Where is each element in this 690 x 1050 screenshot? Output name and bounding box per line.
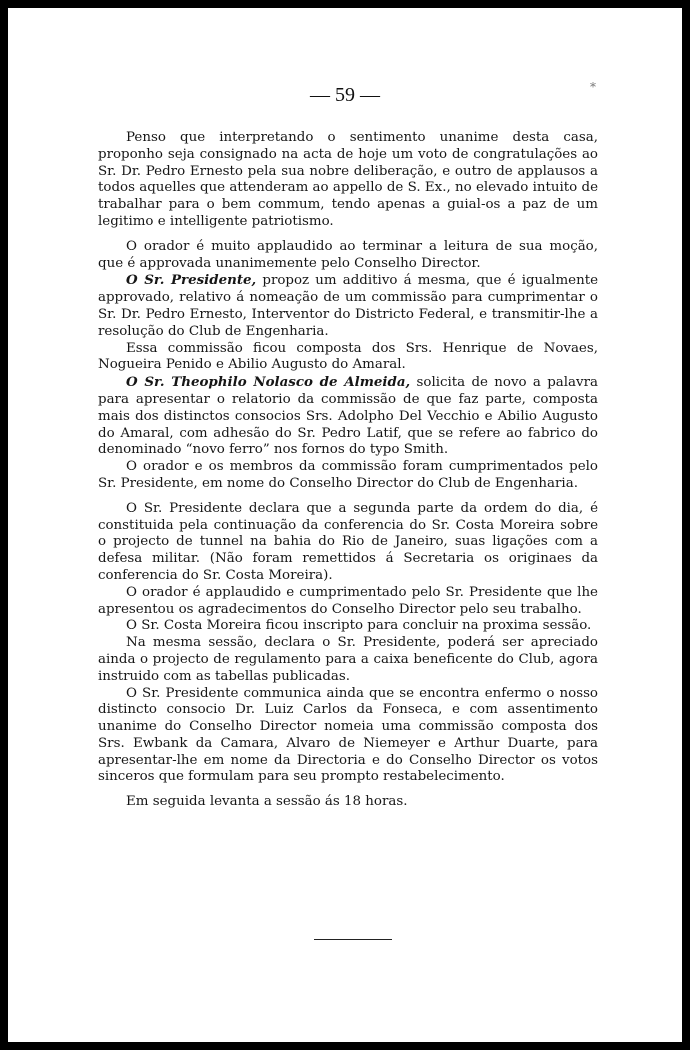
- document-page: [8, 8, 682, 1042]
- paragraph: O Sr. Presidente declara que a segunda parte da ordem do dia, é constituida pela continuação da conferencia do Sr. Costa Moreira sobre o projecto de tunnel na bahia do Rio de Janeiro, suas ligações com a defesa militar. (Não foram remettidos á Secretaria os originaes da conferencia do Sr. Costa Moreira).: [98, 500, 598, 583]
- paragraph: O orador e os membros da commissão foram cumprimentados pelo Sr. Presidente, em nome do Conselho Director do Club de Engenharia.: [98, 459, 598, 491]
- paragraph: Essa commissão ficou composta dos Srs. Henrique de Novaes, Nogueira Penido e Abilio Augusto do Amaral.: [98, 340, 598, 373]
- page-number: — 59 —: [310, 84, 380, 106]
- corner-mark: *: [590, 80, 596, 94]
- speaker-name: O Sr. Theophilo Nolasco de Almeida,: [126, 374, 411, 391]
- body-text: [98, 130, 598, 811]
- paragraph: O orador é muito applaudido ao terminar a leitura de sua moção, que é approvada unanimemente pelo Conselho Director.: [98, 238, 598, 271]
- speaker-name: O Sr. Presidente,: [126, 272, 257, 289]
- paragraph: Em seguida levanta a sessão ás 18 horas.: [126, 794, 408, 810]
- paragraph: Penso que interpretando o sentimento unanime desta casa, proponho seja consignado na acta de hoje um voto de congratulações ao Sr. Dr. Pedro Ernesto pela sua nobre deliberação, e outro de applausos a todos aquelles que attenderam ao appello de S. Ex., no elevado intuito de trabalhar para o bem commum, tendo apenas a guial-os a paz de um legitimo e intelligente patriotismo.: [98, 130, 598, 229]
- paragraph: O orador é applaudido e cumprimentado pelo Sr. Presidente que lhe apresentou os agradecimentos do Conselho Director pelo seu trabalho.: [98, 584, 598, 617]
- paragraph-text: solicita de novo a palavra para apresentar o relatorio da commissão de que faz parte, composta mais dos distinctos consocios Srs. Adolpho Del Vecchio e Abilio Augusto do Amaral, com adhesão do Sr. Pedro Latif, que se refere ao fabrico do denominado “novo ferro” nos fornos do typo Smith.: [98, 375, 598, 458]
- paragraph: [98, 272, 598, 340]
- closing-divider: [314, 939, 392, 940]
- paragraph: Na mesma sessão, declara o Sr. Presidente, poderá ser apreciado ainda o projecto de regulamento para a caixa beneficente do Club, agora instruido com as tabellas publicadas.: [98, 635, 598, 684]
- paragraph: O Sr. Costa Moreira ficou inscripto para concluir na proxima sessão.: [126, 618, 592, 634]
- paragraph: [98, 374, 598, 459]
- paragraph-text: propoz um additivo á mesma, que é igualmente approvado, relativo á nomeação de um commissão para cumprimentar o Sr. Dr. Pedro Ernesto, Interventor do Districto Federal, e transmitir-lhe a resolução do Club de Engenharia.: [98, 273, 598, 339]
- paragraph: O Sr. Presidente communica ainda que se encontra enfermo o nosso distincto consocio Dr. Luiz Carlos da Fonseca, e com assentimento unanime do Conselho Director nomeia uma commissão composta dos Srs. Ewbank da Camara, Alvaro de Niemeyer e Arthur Duarte, para apresentar-lhe em nome da Directoria e do Conselho Director os votos sinceros que formulam para seu prompto restabelecimento.: [98, 685, 598, 785]
